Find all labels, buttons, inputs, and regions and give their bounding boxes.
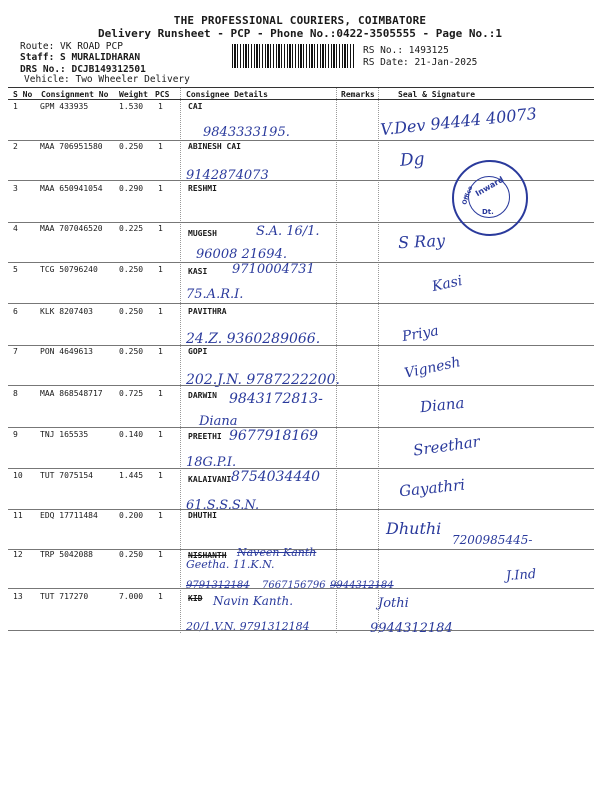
signature: V.Dev 94444 40073: [379, 103, 538, 140]
col-weight: Weight: [119, 90, 148, 99]
signature: Jothi: [378, 596, 409, 611]
row-consignee-name: KALAIVANI: [188, 475, 232, 484]
runsheet-subtitle: Delivery Runsheet - PCP - Phone No.:0422-3505555 - Page No.:1: [98, 27, 502, 40]
row-consignment-no: MAA 868548717: [40, 389, 103, 398]
row-consignee-name: DHUTHI: [188, 511, 217, 520]
row-pcs: 1: [158, 265, 163, 274]
row-weight: 0.250: [119, 307, 144, 316]
col-pcs: PCS: [155, 90, 170, 99]
row-sno: 4: [13, 224, 18, 233]
row-consignment-no: TNJ 165535: [40, 430, 89, 439]
row-sno: 3: [13, 184, 18, 193]
row-handwritten-note-2: Diana: [199, 414, 238, 429]
row-consignment-no: TRP 5042088: [40, 550, 93, 559]
row-sno: 11: [13, 511, 23, 520]
vehicle-label: Vehicle: Two Wheeler Delivery: [24, 74, 190, 85]
row-weight: 0.250: [119, 265, 144, 274]
row-sno: 2: [13, 142, 18, 151]
row-consignment-no: PON 4649613: [40, 347, 93, 356]
inward-stamp: Inward Office Dt.: [452, 160, 528, 236]
row-pcs: 1: [158, 592, 163, 601]
signature: Diana: [419, 393, 466, 417]
row-handwritten-note: 24.Z. 9360289066.: [186, 331, 321, 347]
row-consignee-name: CAI: [188, 102, 203, 111]
row-consignment-no: TCG 50796240: [40, 265, 98, 274]
barcode: [232, 44, 354, 68]
row-consignee-name: RESHMI: [188, 184, 217, 193]
row-weight: 0.250: [119, 142, 144, 151]
row-weight: 1.445: [119, 471, 144, 480]
header-rule-bottom: [8, 99, 594, 100]
col-divider: [336, 88, 337, 633]
row-handwritten-note-2: 61.S.S.S.N.: [186, 498, 260, 513]
row-weight: 0.225: [119, 224, 144, 233]
row11-handwritten-phone: 7200985445-: [452, 533, 533, 547]
row-consignee-name: KID: [188, 594, 203, 603]
row-handwritten-note-2: 20/1.V.N. 9791312184: [186, 620, 310, 633]
col-sno: S No: [13, 90, 33, 99]
signature: J.Ind: [505, 566, 537, 585]
signature: Dg: [399, 149, 426, 171]
row-divider: [8, 630, 594, 631]
rs-number: RS No.: 1493125: [363, 45, 449, 56]
route-label: Route: VK ROAD PCP: [20, 41, 123, 52]
row-consignee-name: NISHANTH: [188, 551, 227, 560]
row-handwritten-note: 9843333195.: [203, 125, 290, 140]
row-consignee-name: KASI: [188, 267, 208, 276]
row-pcs: 1: [158, 511, 163, 520]
col-remarks: Remarks: [341, 90, 375, 99]
row-handwritten-note: 9142874073: [186, 168, 269, 183]
row-pcs: 1: [158, 142, 163, 151]
row-handwritten-note: 8754034440: [231, 469, 321, 485]
row-consignment-no: KLK 8207403: [40, 307, 93, 316]
drs-label: DRS No.: DCJB149312501: [20, 64, 146, 75]
row12-handwritten-phone-struck-2: 9944312184: [330, 580, 394, 591]
col-divider: [378, 88, 379, 633]
row-handwritten-note: 9710004731: [232, 262, 315, 277]
rs-date: RS Date: 21-Jan-2025: [363, 57, 478, 68]
row-handwritten-note: 9843172813-: [229, 391, 323, 407]
signature: Priya: [400, 322, 440, 346]
row-handwritten-note: 202.J.N. 9787222200.: [186, 372, 340, 388]
row-pcs: 1: [158, 184, 163, 193]
staff-label: Staff: S MURALIDHARAN: [20, 52, 141, 63]
row-consignment-no: MAA 707046520: [40, 224, 103, 233]
row-weight: 0.725: [119, 389, 144, 398]
row-sno: 1: [13, 102, 18, 111]
row-sno: 13: [13, 592, 23, 601]
row-consignment-no: GPM 433935: [40, 102, 89, 111]
row-handwritten-note-2: 75.A.R.I.: [186, 287, 244, 302]
row-consignee-name: PREETHI: [188, 432, 222, 441]
row-consignment-no: TUT 717270: [40, 592, 89, 601]
row-handwritten-note: S.A. 16/1.: [256, 224, 320, 239]
row-divider: [8, 509, 594, 510]
row-weight: 0.250: [119, 347, 144, 356]
row-pcs: 1: [158, 389, 163, 398]
row-consignee-name: PAVITHRA: [188, 307, 227, 316]
row-consignment-no: MAA 650941054: [40, 184, 103, 193]
row-sno: 10: [13, 471, 23, 480]
row-weight: 0.200: [119, 511, 144, 520]
row-sno: 6: [13, 307, 18, 316]
signature: Vignesh: [402, 354, 462, 382]
row-pcs: 1: [158, 224, 163, 233]
signature: Sreethar: [412, 432, 481, 460]
row-handwritten-note: 9677918169: [229, 428, 319, 444]
company-title: THE PROFESSIONAL COURIERS, COIMBATORE: [173, 14, 427, 27]
row-pcs: 1: [158, 102, 163, 111]
row-weight: 0.250: [119, 550, 144, 559]
row-sno: 8: [13, 389, 18, 398]
row-consignee-name: MUGESH: [188, 229, 217, 238]
row-handwritten-note: Navin Kanth.: [213, 594, 294, 608]
row-handwritten-note-2: Geetha. 11.K.N.: [186, 558, 275, 571]
col-consignee: Consignee Details: [186, 90, 268, 99]
row-handwritten-note-2: 18G.P.I.: [186, 455, 237, 470]
row-consignment-no: TUT 7075154: [40, 471, 93, 480]
row-consignment-no: EDQ 17711484: [40, 511, 98, 520]
row-handwritten-note: Naveen Kanth: [237, 546, 317, 559]
signature: Gayathri: [398, 475, 466, 501]
row-pcs: 1: [158, 430, 163, 439]
row-weight: 0.290: [119, 184, 144, 193]
col-divider: [180, 88, 181, 633]
row-divider: [8, 345, 594, 346]
row-pcs: 1: [158, 471, 163, 480]
row-pcs: 1: [158, 307, 163, 316]
row-weight: 0.140: [119, 430, 144, 439]
row-consignee-name: GOPI: [188, 347, 208, 356]
row-divider: [8, 303, 594, 304]
row-sno: 12: [13, 550, 23, 559]
row-consignee-name: DARWIN: [188, 391, 217, 400]
col-seal: Seal & Signature: [398, 90, 476, 99]
row-consignee-name: ABINESH CAI: [188, 142, 241, 151]
header-rule-top: [8, 87, 594, 88]
row-handwritten-note-2: 96008 21694.: [196, 247, 287, 262]
signature: Kasi: [430, 273, 464, 295]
row-divider: [8, 385, 594, 386]
row-pcs: 1: [158, 347, 163, 356]
row-sno: 9: [13, 430, 18, 439]
row-sno: 7: [13, 347, 18, 356]
row-divider: [8, 140, 594, 141]
row-consignment-no: MAA 706951580: [40, 142, 103, 151]
row-weight: 1.530: [119, 102, 144, 111]
row-pcs: 1: [158, 550, 163, 559]
row12-handwritten-phone-struck: 9791312184: [186, 580, 250, 591]
row12-handwritten-phone: 7667156796: [262, 580, 326, 591]
col-consignment: Consignment No: [41, 90, 109, 99]
signature: Dhuthi: [386, 519, 442, 538]
row-weight: 7.000: [119, 592, 144, 601]
row-sno: 5: [13, 265, 18, 274]
signature: S Ray: [397, 230, 446, 253]
row13-handwritten-phone2: 9944312184: [370, 621, 453, 636]
